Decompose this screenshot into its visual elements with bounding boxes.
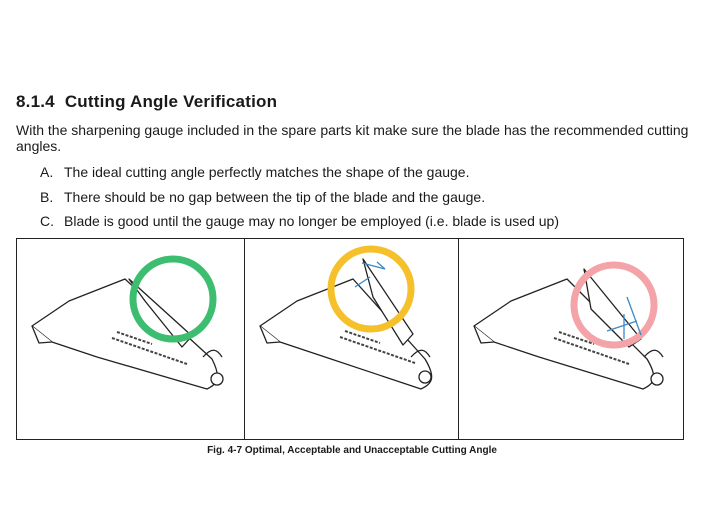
- figure-panel-optimal: [17, 239, 244, 439]
- section-heading: [16, 92, 277, 112]
- gauge-tool-icon: [474, 269, 663, 389]
- list-item-text: Blade is good until the gauge may no longer be employed (i.e. blade is used up): [64, 213, 559, 229]
- list-item-letter: B.: [40, 188, 54, 205]
- list-item: [40, 213, 559, 238]
- list-item-text: The ideal cutting angle perfectly matches the shape of the gauge.: [64, 164, 470, 180]
- list-item-text: There should be no gap between the tip of the blade and the gauge.: [64, 188, 486, 205]
- intro-paragraph: With the sharpening gauge included in the spare parts kit make sure the blade has the recommended cutting angles.: [16, 122, 689, 154]
- figure-frame: [16, 238, 684, 440]
- list-item-letter: A.: [40, 164, 54, 180]
- list-item: [40, 189, 559, 214]
- section-title: Cutting Angle Verification: [64, 92, 278, 111]
- figure-panel-unacceptable: [458, 239, 683, 439]
- blade-gauge-drawing: [459, 239, 684, 439]
- blade-gauge-drawing: [17, 239, 245, 439]
- section-number: 8.1.4: [16, 92, 55, 111]
- check-list: [40, 164, 559, 238]
- list-item-letter: C.: [40, 213, 54, 229]
- figure-panel-acceptable: [244, 239, 457, 439]
- list-item: [40, 164, 559, 189]
- figure-caption: Fig. 4-7 Optimal, Acceptable and Unacceptable Cutting Angle: [207, 445, 497, 456]
- blade-gauge-drawing: [245, 239, 458, 439]
